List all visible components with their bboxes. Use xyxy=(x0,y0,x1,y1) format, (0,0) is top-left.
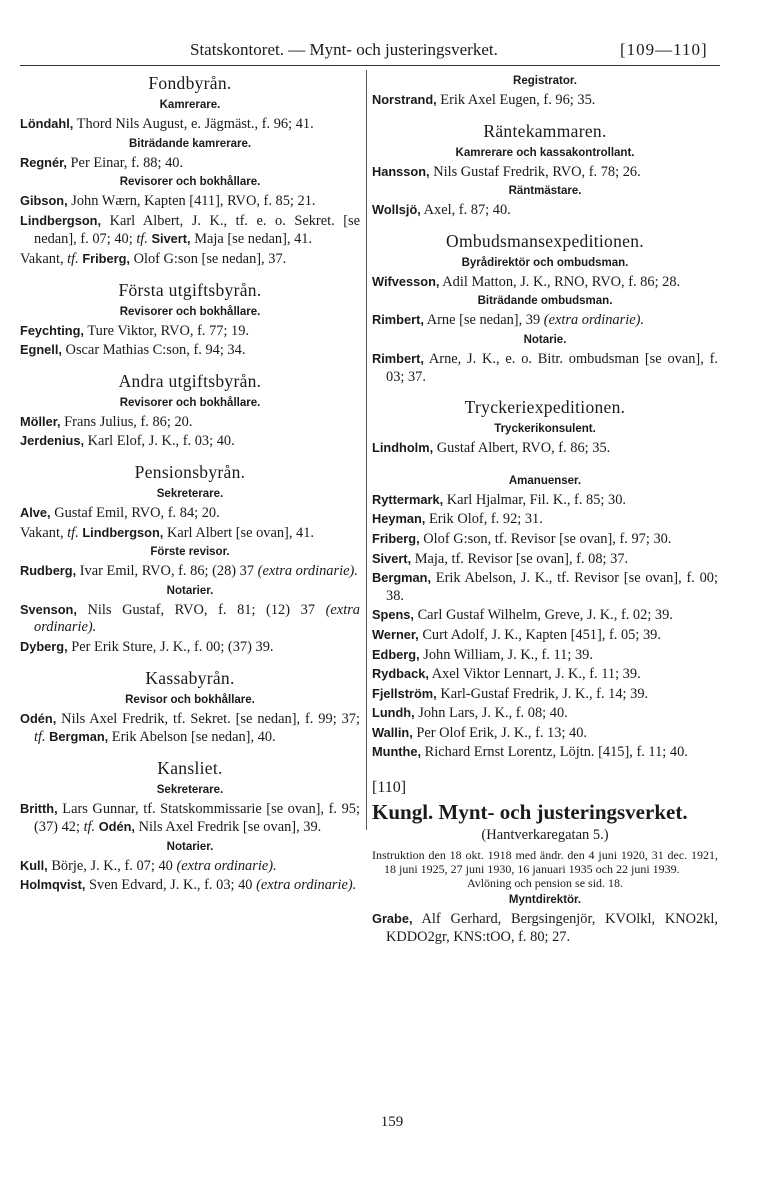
staff-details: Curt Adolf, J. K., Kapten [451], f. 05; 39. xyxy=(418,626,661,643)
staff-entry xyxy=(20,638,360,657)
tf-abbrev: tf. xyxy=(136,231,148,248)
staff-entry xyxy=(20,413,360,432)
staff-details: Per Olof Erik, J. K., f. 13; 40. xyxy=(412,724,588,741)
section-heading-andra: Andra utgiftsbyrån. xyxy=(118,370,262,391)
staff-entry xyxy=(372,569,718,605)
staff-name: Ryttermark, xyxy=(372,491,444,507)
staff-entry xyxy=(372,724,718,743)
staff-name: Lindholm, xyxy=(372,440,434,456)
staff-details: Börje, J. K., f. 07; 40 xyxy=(47,857,177,874)
page-number: 159 xyxy=(380,1114,404,1130)
role-label: Notarie. xyxy=(523,333,567,346)
staff-details: Maja, tf. Revisor [se ovan], f. 08; 37. xyxy=(411,550,629,567)
role-label: Notarier. xyxy=(166,584,214,597)
running-title: Statskontoret. — Mynt- och justeringsverket. xyxy=(190,40,498,59)
staff-name: Spens, xyxy=(372,607,414,623)
spacer xyxy=(372,763,718,775)
agency-address: (Hantverkaregatan 5.) xyxy=(481,826,609,843)
staff-entry xyxy=(20,857,360,876)
section-heading-rantekammaren: Räntekammaren. xyxy=(483,120,607,141)
staff-details: Gustaf Albert, RVO, f. 86; 35. xyxy=(433,440,611,457)
staff-details: Ture Viktor, RVO, f. 77; 19. xyxy=(84,322,250,339)
staff-entry xyxy=(372,273,718,292)
staff-details: Erik Abelson, J. K., tf. Revisor [se ovan], f. 00; 38. xyxy=(386,570,718,604)
staff-name: Wollsjö, xyxy=(372,202,421,218)
staff-details: John William, J. K., f. 11; 39. xyxy=(419,646,593,663)
staff-entry xyxy=(20,524,360,543)
section-heading-fondbyran: Fondbyrån. xyxy=(148,73,232,93)
spacer xyxy=(372,459,718,471)
staff-entry xyxy=(372,510,718,529)
role-label: Myntdirektör. xyxy=(508,894,582,907)
staff-name: Rimbert, xyxy=(372,312,424,328)
staff-name: Odén, xyxy=(95,819,135,835)
column-divider xyxy=(366,70,367,830)
staff-details: Adil Matton, J. K., RNO, RVO, f. 86; 28. xyxy=(439,273,681,290)
section-number: [110] xyxy=(372,779,407,797)
staff-details: Erik Axel Eugen, f. 96; 35. xyxy=(436,92,596,108)
staff-name: Fjellström, xyxy=(372,685,437,701)
staff-details: Nils Axel Fredrik [se ovan], 39. xyxy=(135,819,322,836)
role-label: Tryckerikonsulent. xyxy=(494,423,596,436)
staff-details: Erik Olof, f. 92; 31. xyxy=(425,511,543,528)
extra-ordinarie-note: (extra ordinarie). xyxy=(176,857,277,874)
staff-name: Norstrand, xyxy=(372,92,437,107)
staff-entry xyxy=(372,606,718,625)
staff-entry xyxy=(372,704,718,723)
role-label: Registrator. xyxy=(513,75,577,87)
staff-entry xyxy=(20,710,360,747)
staff-name: Jerdenius, xyxy=(20,433,85,449)
staff-name: Bergman, xyxy=(372,570,432,586)
staff-details: Lars Gunnar, tf. Statskommissarie [se ovan], f. 95; (37) 42; xyxy=(34,800,360,836)
tf-abbrev: tf. xyxy=(67,250,79,267)
role-label: Revisorer och bokhållare. xyxy=(119,176,261,189)
staff-entry xyxy=(372,311,718,330)
staff-name: Wallin, xyxy=(372,724,413,740)
staff-details: Gustaf Emil, RVO, f. 84; 20. xyxy=(50,504,220,521)
staff-details: Arne [se nedan], 39 xyxy=(423,312,544,329)
staff-entry xyxy=(372,550,718,569)
section-heading-tryckeri: Tryckeriexpeditionen. xyxy=(464,397,626,418)
staff-entry xyxy=(372,91,718,110)
staff-details: Nils Gustaf Fredrik, RVO, f. 78; 26. xyxy=(429,163,641,180)
staff-entry xyxy=(372,685,718,704)
staff-details: Olof G:son, tf. Revisor [se ovan], f. 97; 30. xyxy=(419,530,672,547)
staff-name: Lundh, xyxy=(372,705,415,721)
page-range: [109—110] xyxy=(620,40,708,59)
staff-details: Karl Hjalmar, Fil. K., f. 85; 30. xyxy=(443,491,627,508)
staff-name: Friberg, xyxy=(372,530,420,546)
role-label: Revisor och bokhållare. xyxy=(125,693,255,706)
extra-ordinarie-note: (extra ordinarie). xyxy=(543,312,644,329)
role-label: Förste revisor. xyxy=(150,546,230,559)
staff-details: Alf Gerhard, Bergsingenjör, KVOlkl, KNO2kl, KDDO2gr, KNS:tOO, f. 80; 27. xyxy=(386,911,718,945)
extra-ordinarie-note: (extra ordinarie). xyxy=(256,877,357,894)
staff-name: Lindbergson, xyxy=(78,524,164,540)
staff-entry xyxy=(20,341,360,360)
staff-entry xyxy=(20,250,360,269)
role-label: Notarier. xyxy=(166,840,214,853)
staff-name: Hansson, xyxy=(372,163,430,179)
vacancy-label: Vakant, xyxy=(20,250,68,267)
staff-details: Sven Edvard, J. K., f. 03; 40 xyxy=(85,877,257,894)
staff-entry xyxy=(20,192,360,211)
staff-name: Friberg, xyxy=(78,250,130,266)
staff-details: Richard Ernst Lorentz, Löjtn. [415], f. 11; 40. xyxy=(421,744,688,761)
staff-name: Odén, xyxy=(20,710,57,726)
staff-entry xyxy=(20,504,360,523)
staff-name: Wifvesson, xyxy=(372,273,440,289)
staff-entry xyxy=(20,212,360,249)
staff-details: Carl Gustaf Wilhelm, Greve, J. K., f. 02; 39. xyxy=(413,607,673,624)
agency-title: Kungl. Mynt- och justeringsverket. xyxy=(372,799,688,824)
staff-name: Gibson, xyxy=(20,193,68,209)
section-heading-forsta: Första utgiftsbyrån. xyxy=(118,279,262,300)
staff-name: Sivert, xyxy=(372,550,412,566)
staff-name: Lindbergson, xyxy=(20,212,102,228)
role-label: Byrådirektör och ombudsman. xyxy=(461,256,629,269)
role-label: Sekreterare. xyxy=(156,487,224,500)
staff-details: Maja [se nedan], 41. xyxy=(190,231,313,248)
role-label: Biträdande ombudsman. xyxy=(477,295,613,308)
staff-details: Thord Nils August, e. Jägmäst., f. 96; 41. xyxy=(73,116,314,132)
staff-name: Britth, xyxy=(20,800,58,816)
role-label: Revisorer och bokhållare. xyxy=(119,396,261,409)
role-label: Räntmästare. xyxy=(508,185,582,198)
staff-name: Svenson, xyxy=(20,601,77,617)
staff-entry xyxy=(372,201,718,220)
staff-name: Rimbert, xyxy=(372,350,424,366)
staff-details: Ivar Emil, RVO, f. 86; (28) 37 xyxy=(76,563,258,580)
staff-entry xyxy=(372,350,718,386)
staff-details: Karl Elof, J. K., f. 03; 40. xyxy=(84,433,235,450)
role-label: Kamrerare och kassakontrollant. xyxy=(455,146,635,159)
staff-name: Werner, xyxy=(372,626,419,642)
staff-details: Karl-Gustaf Fredrik, J. K., f. 14; 39. xyxy=(436,685,649,702)
staff-details: Axel, f. 87; 40. xyxy=(420,202,511,219)
staff-entry xyxy=(20,876,360,895)
staff-entry xyxy=(20,322,360,341)
staff-details: Per Einar, f. 88; 40. xyxy=(66,154,184,171)
left-column xyxy=(20,72,360,896)
staff-entry xyxy=(372,163,718,182)
staff-name: Dyberg, xyxy=(20,638,68,654)
role-label: Kamrerare. xyxy=(159,99,221,111)
staff-entry xyxy=(372,439,718,458)
staff-details: Frans Julius, f. 86; 20. xyxy=(60,413,193,430)
tf-abbrev: tf. xyxy=(67,524,79,541)
staff-details: Nils Axel Fredrik, tf. Sekret. [se nedan], f. 99; 37; xyxy=(56,710,360,727)
staff-name: Holmqvist, xyxy=(20,877,86,893)
staff-entry xyxy=(372,491,718,510)
staff-details: Olof G:son [se nedan], 37. xyxy=(129,250,287,267)
role-label: Revisorer och bokhållare. xyxy=(119,305,261,318)
staff-name: Regnér, xyxy=(20,154,67,170)
instruction-note: Instruktion den 18 okt. 1918 med ändr. den 4 juni 1920, 31 dec. 1921, 18 juni 1925, 27 juni 1930, 16 januari 1935 och 22 juni 1939. xyxy=(372,848,718,877)
staff-entry xyxy=(372,530,718,549)
section-heading-kassa: Kassabyrån. xyxy=(145,667,235,688)
staff-entry xyxy=(20,562,360,581)
staff-name: Löndahl, xyxy=(20,116,74,131)
staff-name: Edberg, xyxy=(372,646,420,662)
staff-name: Möller, xyxy=(20,413,61,429)
role-label: Amanuenser. xyxy=(508,474,582,487)
staff-details: John Wærn, Kapten [411], RVO, f. 85; 21. xyxy=(67,193,316,210)
staff-name: Alve, xyxy=(20,504,51,520)
staff-details: Axel Viktor Lennart, J. K., f. 11; 39. xyxy=(428,666,641,683)
staff-details: Nils Gustaf, RVO, f. 81; (12) 37 xyxy=(76,601,326,618)
staff-name: Kull, xyxy=(20,857,48,873)
role-label: Sekreterare. xyxy=(156,783,224,796)
staff-name: Rydback, xyxy=(372,666,429,682)
staff-name: Heyman, xyxy=(372,511,426,527)
right-column xyxy=(372,72,718,947)
staff-details: Karl Albert [se ovan], 41. xyxy=(163,524,315,541)
staff-entry xyxy=(372,626,718,645)
role-label: Biträdande kamrerare. xyxy=(128,137,252,150)
staff-details: Karl Albert, J. K., tf. e. o. Sekret. [se nedan], f. 07; 40; xyxy=(34,212,360,248)
extra-ordinarie-note: (extra ordinarie). xyxy=(257,563,358,580)
vacancy-label: Vakant, xyxy=(20,524,68,541)
staff-name: Bergman, xyxy=(45,729,109,745)
staff-entry xyxy=(20,115,360,134)
staff-details: Erik Abelson [se nedan], 40. xyxy=(108,729,276,746)
section-heading-pension: Pensionsbyrån. xyxy=(134,461,246,482)
staff-details: John Lars, J. K., f. 08; 40. xyxy=(414,705,568,722)
tf-abbrev: tf. xyxy=(83,819,96,836)
staff-entry xyxy=(372,646,718,665)
staff-entry xyxy=(20,601,360,637)
staff-entry xyxy=(20,154,360,173)
section-heading-kansliet: Kansliet. xyxy=(157,757,223,778)
staff-name: Feychting, xyxy=(20,322,84,338)
section-heading-ombud: Ombudsmansexpeditionen. xyxy=(446,230,644,251)
staff-details: Oscar Mathias C:son, f. 94; 34. xyxy=(61,342,246,359)
staff-entry xyxy=(20,432,360,451)
staff-name: Munthe, xyxy=(372,744,422,760)
staff-entry xyxy=(372,665,718,684)
running-head xyxy=(0,40,784,66)
salary-note: Avlöning och pension se sid. 18. xyxy=(466,876,624,891)
staff-name: Rudberg, xyxy=(20,563,77,579)
staff-entry xyxy=(20,800,360,837)
extra-ordinarie-note: (extra ordinarie). xyxy=(34,601,360,636)
staff-details: Arne, J. K., e. o. Bitr. ombudsman [se ovan], f. 03; 37. xyxy=(386,350,718,385)
staff-details: Per Erik Sture, J. K., f. 00; (37) 39. xyxy=(67,638,274,655)
staff-name: Grabe, xyxy=(372,911,413,927)
staff-entry xyxy=(372,910,718,946)
header-rule xyxy=(20,65,720,66)
staff-name: Sivert, xyxy=(147,231,191,247)
staff-entry xyxy=(372,743,718,762)
staff-name: Egnell, xyxy=(20,342,62,358)
tf-abbrev: tf. xyxy=(34,729,46,746)
